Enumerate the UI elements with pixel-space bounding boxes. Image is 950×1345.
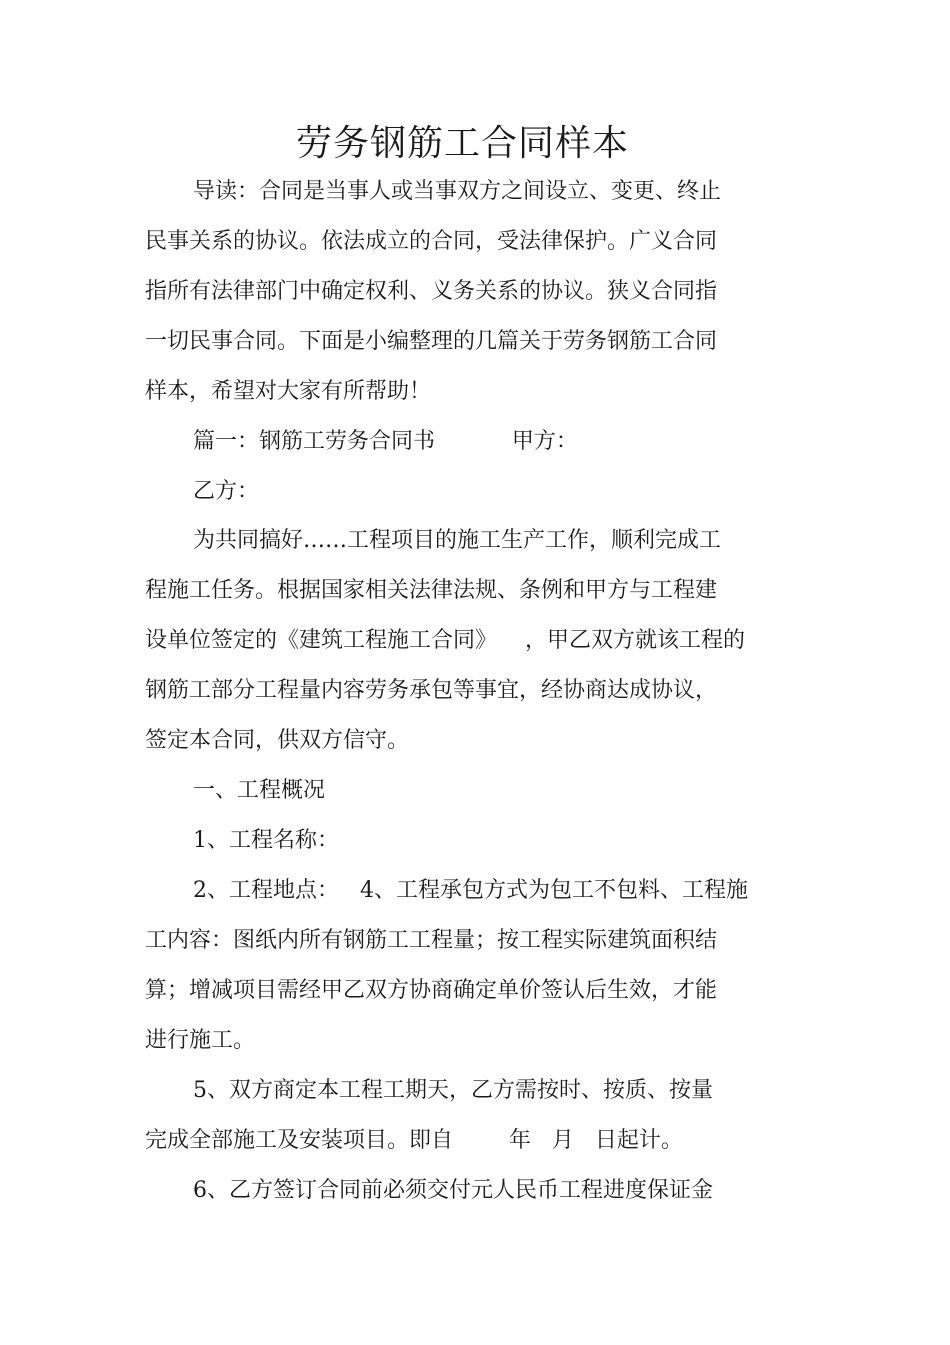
paragraph-line: 钢筋工部分工程量内容劳务承包等事宜，经协商达成协议， (145, 678, 718, 703)
paragraph-line: 民事关系的协议。依法成立的合同，受法律保护。广义合同 (145, 229, 718, 254)
clause-line: 1、工程名称： (193, 828, 339, 853)
paragraph-line: 样本，希望对大家有所帮助！ (145, 379, 432, 404)
clause-line: 5、双方商定本工程工期天，乙方需按时、按质、按量 (193, 1078, 713, 1103)
clause-line: 2、工程地点： 4、工程承包方式为包工不包料、工程施 (193, 878, 748, 903)
clause-line: 完成全部施工及安装项目。即自 年 月 日起计。 (145, 1128, 683, 1153)
section-heading: 篇一：钢筋工劳务合同书 甲方： (193, 429, 578, 454)
document-title: 劳务钢筋工合同样本 (295, 123, 629, 164)
clause-line: 算；增减项目需经甲乙双方协商确定单价签认后生效，才能 (145, 978, 718, 1003)
paragraph-line: 指所有法律部门中确定权利、义务关系的协议。狭义合同指 (145, 279, 718, 304)
paragraph-line: 为共同搞好……工程项目的施工生产工作，顺利完成工 (193, 528, 722, 553)
party-b-label: 乙方： (193, 479, 260, 504)
paragraph-line: 一切民事合同。下面是小编整理的几篇关于劳务钢筋工合同 (145, 329, 718, 354)
clause-line: 6、乙方签订合同前必须交付元人民币工程进度保证金 (193, 1178, 713, 1203)
clause-line: 工内容：图纸内所有钢筋工工程量；按工程实际建筑面积结 (145, 928, 718, 953)
paragraph-line: 设单位签定的《建筑工程施工合同》 ，甲乙双方就该工程的 (145, 628, 745, 653)
paragraph-line: 程施工任务。根据国家相关法律法规、条例和甲方与工程建 (145, 578, 718, 603)
section-heading: 一、工程概况 (193, 778, 326, 803)
clause-line: 进行施工。 (145, 1028, 256, 1053)
paragraph-line: 签定本合同，供双方信守。 (145, 728, 410, 753)
paragraph-line: 导读：合同是当事人或当事双方之间设立、变更、终止 (193, 179, 722, 204)
